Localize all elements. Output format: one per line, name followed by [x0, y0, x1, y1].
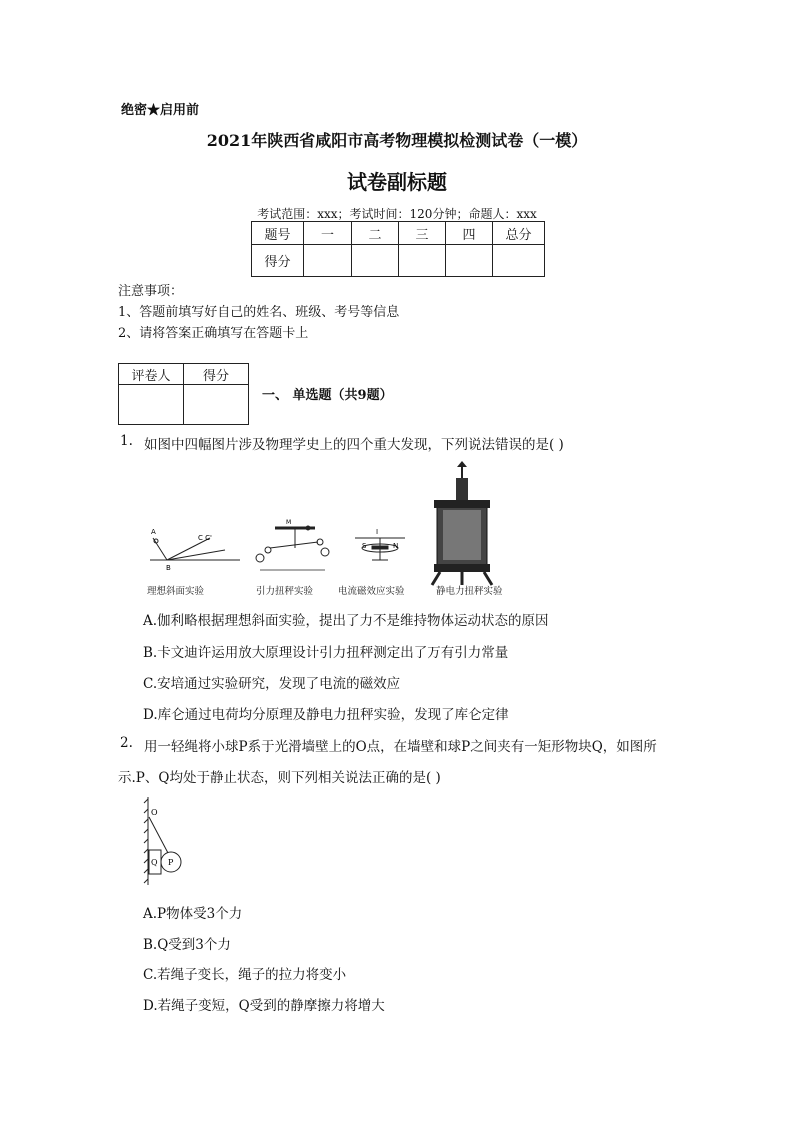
q2-option-b: B.Q受到3个力 — [143, 937, 231, 953]
incline-diagram — [150, 538, 240, 560]
score-table — [251, 221, 545, 277]
notes-heading: 注意事项： — [118, 284, 184, 299]
q2-option-d: D.若绳子变短，Q受到的静摩擦力将增大 — [143, 998, 385, 1014]
svg-text:N: N — [393, 542, 399, 550]
score-cell[interactable] — [304, 245, 352, 277]
svg-text:C C': C C' — [198, 534, 212, 542]
q2-stem-line2: 示.P、Q均处于静止状态，则下列相关说法正确的是( ) — [118, 770, 441, 786]
q1-option-d: D.库仑通过电荷均分原理及静电力扭秤实验，发现了库仑定律 — [143, 707, 509, 723]
score-header-cell: 四 — [446, 222, 493, 245]
q2-option-c: C.若绳子变长，绳子的拉力将变小 — [143, 967, 347, 983]
svg-text:I: I — [376, 528, 379, 536]
notes-item: 2、请将答案正确填写在答题卡上 — [118, 326, 309, 341]
section-title: 一、 单选题（共9题） — [262, 388, 393, 403]
q1-caption: 静电力扭秤实验 — [436, 586, 503, 597]
score-header-cell: 一 — [304, 222, 352, 245]
q2-label-p: P — [168, 858, 174, 867]
wall-diagram — [144, 797, 181, 885]
notes — [118, 281, 399, 344]
q1-caption: 引力扭秤实验 — [256, 586, 314, 597]
svg-text:A: A — [151, 528, 156, 536]
score-row-label: 得分 — [252, 245, 304, 277]
q2-option-a: A.P物体受3个力 — [143, 906, 243, 922]
notes-item: 1、答题前填写好自己的姓名、班级、考号等信息 — [118, 305, 400, 320]
q1-option-c: C.安培通过实验研究，发现了电流的磁效应 — [143, 676, 401, 692]
q2-stem-line1: 用一轻绳将小球P系于光滑墙壁上的O点，在墙壁和球P之间夹有一矩形物块Q，如图所 — [144, 739, 657, 755]
q2-figure — [138, 795, 198, 890]
q2-label-q: Q — [151, 858, 158, 867]
score-cell[interactable] — [446, 245, 493, 277]
exam-info: 考试范围：xxx；考试时间：120分钟；命题人：xxx — [257, 207, 537, 221]
torsion-balance-diagram — [256, 526, 329, 570]
exam-title: 2021年陕西省咸阳市高考物理模拟检测试卷（一模） — [206, 131, 588, 150]
score-cell[interactable] — [352, 245, 399, 277]
q2-label-o: O — [151, 808, 158, 817]
svg-text:B: B — [166, 564, 171, 572]
q1-caption: 电流磁效应实验 — [338, 586, 405, 597]
svg-text:M: M — [286, 519, 292, 526]
score-header-cell: 总分 — [493, 222, 545, 245]
score-header-cell: 题号 — [252, 222, 304, 245]
q2-number: 2. — [120, 735, 133, 751]
q1-caption: 理想斜面实验 — [147, 586, 205, 597]
q1-figure — [140, 460, 520, 595]
score-cell[interactable] — [493, 245, 545, 277]
grader-cell[interactable] — [184, 385, 249, 425]
q1-number: 1. — [120, 433, 133, 449]
grader-cell[interactable] — [119, 385, 184, 425]
svg-text:S: S — [362, 542, 367, 550]
score-header-cell: 二 — [352, 222, 399, 245]
score-header-cell: 三 — [399, 222, 446, 245]
score-cell[interactable] — [399, 245, 446, 277]
secret-mark: 绝密★启用前 — [121, 103, 200, 118]
grader-header-cell: 评卷人 — [119, 364, 184, 385]
q1-option-a: A.伽利略根据理想斜面实验，提出了力不是维持物体运动状态的原因 — [143, 613, 549, 629]
grader-header-cell: 得分 — [184, 364, 249, 385]
q1-option-b: B.卡文迪许运用放大原理设计引力扭秤测定出了万有引力常量 — [143, 645, 509, 661]
exam-subtitle: 试卷副标题 — [347, 170, 447, 194]
q1-stem: 如图中四幅图片涉及物理学史上的四个重大发现，下列说法错误的是( ) — [144, 437, 564, 453]
electrostatic-balance-diagram — [432, 461, 492, 585]
grader-table — [118, 363, 249, 425]
